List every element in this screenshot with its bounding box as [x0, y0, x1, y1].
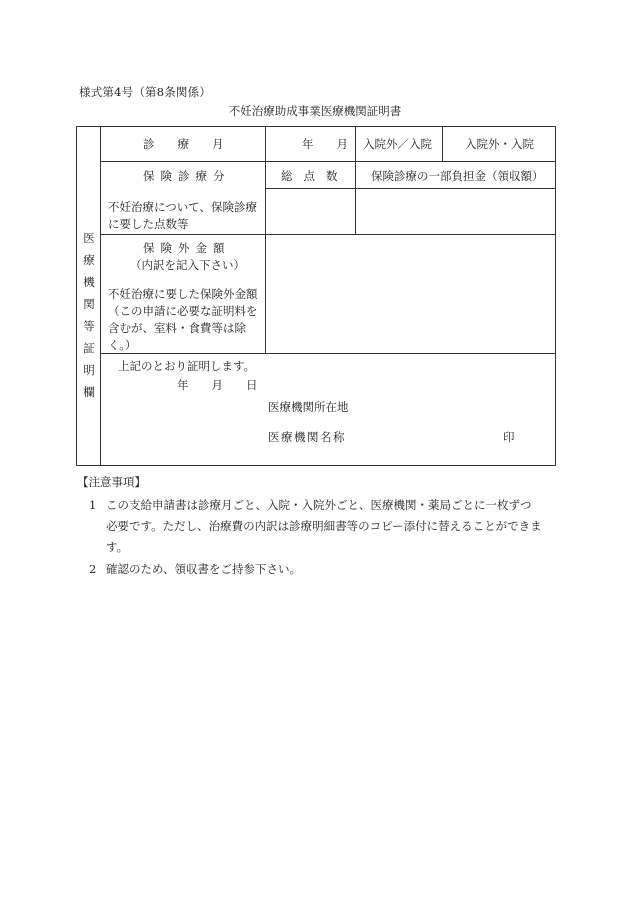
inpatient-outpatient-option-2: 入院外・入院	[465, 137, 534, 151]
non-insurance-description-line2: （この申請に必要な証明料を	[108, 304, 258, 318]
institution-address-label: 医療機関所在地	[268, 400, 349, 414]
document-title: 不妊治療助成事業医療機関証明書	[228, 104, 402, 118]
row-divider-2	[265, 188, 556, 189]
row-divider-3	[100, 234, 556, 235]
total-points-label: 総点数	[281, 169, 349, 183]
points-column-divider	[355, 127, 356, 234]
note-item: 2 確認のため、領収書をご持参下さい。	[89, 562, 302, 576]
non-insurance-description-line3: 含むが、室料・食費等は除	[108, 321, 246, 335]
notes-heading: 【注意事項】	[77, 475, 146, 489]
row-divider-4	[100, 353, 556, 354]
non-insurance-description-line4: く。）	[108, 338, 137, 352]
institution-name-label: 医療機関名称	[268, 430, 346, 444]
treatment-month-label: 診 療 月	[143, 137, 224, 151]
notes-section	[77, 474, 557, 581]
side-column-divider	[100, 127, 101, 466]
inpatient-outpatient-option-1: 入院外／入院	[363, 137, 432, 151]
non-insurance-description-line1: 不妊治療に要した保険外金額	[108, 287, 258, 301]
label-column-divider	[265, 127, 266, 353]
breakdown-note: （内訳を記入下さい）	[130, 258, 245, 272]
side-label-medical-institution-certification: 医 療 機 関 等 証 明 欄	[83, 231, 95, 399]
insurance-description-line1: 不妊治療について、保険診療	[108, 200, 258, 214]
seal-mark: 印	[503, 430, 515, 444]
note-item: 1 この支給申請書は診療月ごと、入院・入院外ごと、医療機関・薬局ごとに一枚ずつ 必要です。ただし、治療費の内訳は診療明細書等のコピー添付に替えることができま す。	[89, 498, 542, 554]
form-number: 様式第4号（第8条関係）	[79, 85, 212, 99]
row-divider-1	[100, 161, 556, 162]
copay-label: 保険診療の一部負担金（領収額）	[371, 169, 544, 183]
inpatient-column-divider	[442, 127, 443, 161]
certification-date: 年 月 日	[177, 378, 258, 392]
certification-form	[76, 126, 556, 466]
year-month-field: 年 月	[302, 137, 348, 151]
insurance-description-line2: に要した点数等	[108, 217, 189, 231]
certification-statement: 上記のとおり証明します。	[118, 359, 256, 373]
non-insurance-amount-label: 保険外金額	[143, 241, 231, 255]
insurance-category-label: 保険診療分	[143, 169, 231, 183]
